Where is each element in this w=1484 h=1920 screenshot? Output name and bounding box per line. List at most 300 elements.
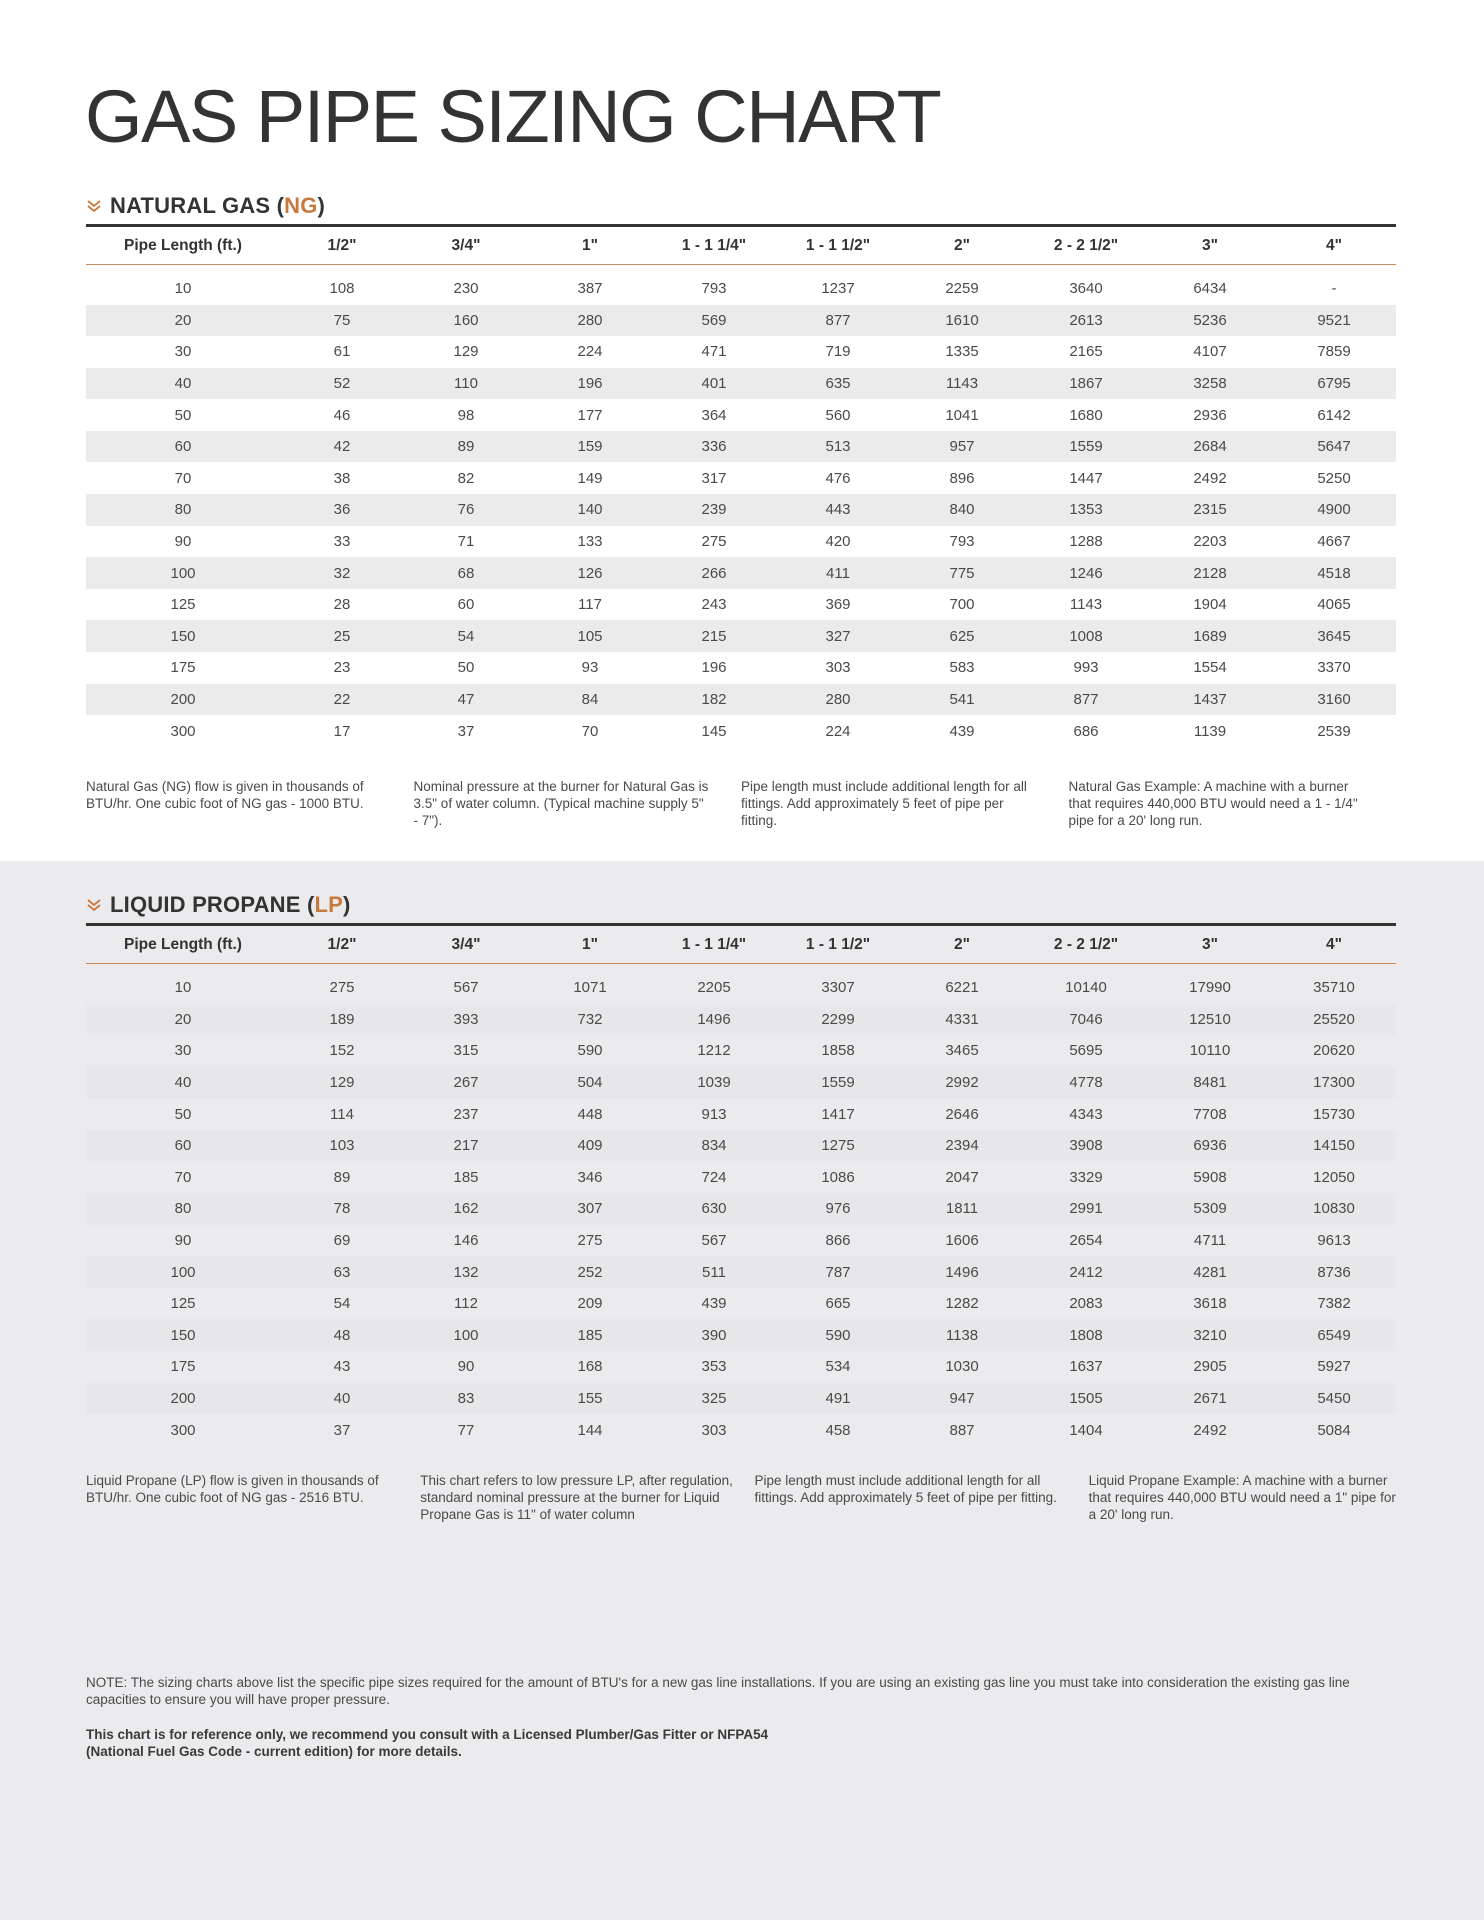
btu-capacity-cell: 1904 bbox=[1193, 596, 1227, 614]
btu-capacity-cell: 3329 bbox=[1069, 1168, 1103, 1186]
btu-capacity-cell: 266 bbox=[701, 564, 727, 582]
btu-capacity-cell: 25520 bbox=[1313, 1010, 1355, 1028]
btu-capacity-cell: 275 bbox=[329, 979, 355, 997]
pipe-length-cell: 90 bbox=[174, 1231, 192, 1249]
btu-capacity-cell: 976 bbox=[825, 1200, 851, 1218]
note-pressure: Nominal pressure at the burner for Natural Gas is 3.5" of water column. (Typical machine supply 5" - 7"). bbox=[413, 779, 709, 828]
table-row bbox=[86, 1161, 1396, 1193]
pipe-length-cell: 175 bbox=[170, 1358, 196, 1376]
btu-capacity-cell: 1282 bbox=[945, 1295, 979, 1313]
btu-capacity-cell: 217 bbox=[453, 1137, 479, 1155]
pipe-length-cell: 40 bbox=[174, 374, 192, 392]
btu-capacity-cell: 17 bbox=[333, 722, 351, 740]
column-header-size: 2" bbox=[954, 236, 970, 254]
btu-capacity-cell: 42 bbox=[333, 438, 351, 456]
btu-capacity-cell: 5450 bbox=[1317, 1389, 1351, 1407]
btu-capacity-cell: 993 bbox=[1073, 659, 1099, 677]
btu-capacity-cell: 33 bbox=[333, 532, 351, 550]
table-row bbox=[86, 526, 1396, 558]
column-header-size: 4" bbox=[1326, 236, 1342, 254]
btu-capacity-cell: 5236 bbox=[1193, 311, 1227, 329]
pipe-length-cell: 10 bbox=[174, 979, 192, 997]
btu-capacity-cell: 1139 bbox=[1193, 722, 1227, 740]
column-header-size: 2" bbox=[954, 935, 970, 953]
btu-capacity-cell: 1559 bbox=[821, 1073, 855, 1091]
btu-capacity-cell: 83 bbox=[457, 1389, 475, 1407]
btu-capacity-cell: 54 bbox=[333, 1295, 351, 1313]
btu-capacity-cell: 8481 bbox=[1193, 1073, 1227, 1091]
btu-capacity-cell: 17300 bbox=[1313, 1073, 1355, 1091]
btu-capacity-cell: 390 bbox=[701, 1326, 727, 1344]
btu-capacity-cell: 364 bbox=[701, 406, 727, 424]
btu-capacity-cell: 146 bbox=[453, 1231, 479, 1249]
btu-capacity-cell: 3258 bbox=[1193, 374, 1227, 392]
btu-capacity-cell: 60 bbox=[457, 596, 475, 614]
btu-capacity-cell: 114 bbox=[330, 1105, 354, 1123]
btu-capacity-cell: 569 bbox=[701, 311, 727, 329]
pipe-length-cell: 70 bbox=[174, 469, 192, 487]
btu-capacity-cell: 133 bbox=[577, 532, 603, 550]
btu-capacity-cell: 23 bbox=[333, 659, 351, 677]
btu-capacity-cell: 336 bbox=[701, 438, 727, 456]
btu-capacity-cell: 37 bbox=[457, 722, 475, 740]
btu-capacity-cell: 182 bbox=[701, 690, 727, 708]
btu-capacity-cell: 6549 bbox=[1317, 1326, 1351, 1344]
btu-capacity-cell: 37 bbox=[333, 1421, 351, 1439]
btu-capacity-cell: 1212 bbox=[697, 1042, 731, 1060]
btu-capacity-cell: 665 bbox=[825, 1295, 851, 1313]
btu-capacity-cell: 458 bbox=[825, 1421, 851, 1439]
btu-capacity-cell: 1606 bbox=[945, 1231, 979, 1249]
btu-capacity-cell: 2047 bbox=[945, 1168, 979, 1186]
btu-capacity-cell: 75 bbox=[333, 311, 351, 329]
btu-capacity-cell: 4065 bbox=[1317, 596, 1351, 614]
column-header-size: 3/4" bbox=[451, 935, 481, 953]
heading-abbr: NG bbox=[284, 193, 318, 218]
table-row bbox=[86, 1351, 1396, 1383]
btu-capacity-cell: 35710 bbox=[1313, 979, 1355, 997]
btu-capacity-cell: 5084 bbox=[1317, 1421, 1351, 1439]
btu-capacity-cell: 152 bbox=[329, 1042, 355, 1060]
btu-capacity-cell: 239 bbox=[701, 501, 727, 519]
btu-capacity-cell: 129 bbox=[453, 343, 479, 361]
table-row bbox=[86, 336, 1396, 368]
btu-capacity-cell: 1554 bbox=[1193, 659, 1227, 677]
pipe-length-cell: 30 bbox=[174, 1042, 192, 1060]
btu-capacity-cell: 476 bbox=[825, 469, 851, 487]
footer-disclaimer bbox=[86, 1726, 1396, 1760]
btu-capacity-cell: 98 bbox=[457, 406, 475, 424]
btu-capacity-cell: 54 bbox=[457, 627, 475, 645]
btu-capacity-cell: 168 bbox=[577, 1358, 603, 1376]
btu-capacity-cell: 280 bbox=[825, 690, 851, 708]
pipe-length-cell: 20 bbox=[174, 1010, 192, 1028]
btu-capacity-cell: 887 bbox=[949, 1421, 975, 1439]
footer-note: NOTE: The sizing charts above list the specific pipe sizes required for the amount of BTU's for a new gas line installations. If you are using an existing gas line you must take into consideration the existing gas line capacities to ensure you will have proper pressure. bbox=[86, 1675, 1350, 1707]
table-row bbox=[86, 557, 1396, 589]
btu-capacity-cell: 567 bbox=[453, 979, 479, 997]
btu-capacity-cell: 108 bbox=[329, 280, 355, 298]
btu-capacity-cell: 2315 bbox=[1193, 501, 1227, 519]
btu-capacity-cell: 4900 bbox=[1317, 501, 1351, 519]
table-row bbox=[86, 1225, 1396, 1257]
btu-capacity-cell: 28 bbox=[333, 596, 351, 614]
note-flow: Liquid Propane (LP) flow is given in thousands of BTU/hr. One cubic foot of NG gas - 2516 BTU. bbox=[86, 1473, 379, 1505]
btu-capacity-cell: 4343 bbox=[1069, 1105, 1103, 1123]
btu-capacity-cell: 1086 bbox=[821, 1168, 855, 1186]
btu-capacity-cell: 196 bbox=[577, 374, 603, 392]
btu-capacity-cell: 2654 bbox=[1069, 1231, 1103, 1249]
btu-capacity-cell: 8736 bbox=[1317, 1263, 1351, 1281]
btu-capacity-cell: 700 bbox=[949, 596, 975, 614]
natural-gas-heading bbox=[86, 193, 325, 219]
btu-capacity-cell: 2646 bbox=[945, 1105, 979, 1123]
btu-capacity-cell: 866 bbox=[825, 1231, 851, 1249]
btu-capacity-cell: 185 bbox=[453, 1168, 479, 1186]
btu-capacity-cell: 369 bbox=[825, 596, 851, 614]
btu-capacity-cell: 4667 bbox=[1317, 532, 1351, 550]
btu-capacity-cell: 68 bbox=[457, 564, 475, 582]
heading-prefix: LIQUID PROPANE ( bbox=[110, 892, 315, 917]
pipe-length-cell: 90 bbox=[174, 532, 192, 550]
btu-capacity-cell: 20620 bbox=[1313, 1042, 1355, 1060]
btu-capacity-cell: 15730 bbox=[1313, 1105, 1355, 1123]
btu-capacity-cell: - bbox=[1331, 280, 1337, 298]
btu-capacity-cell: 420 bbox=[825, 532, 851, 550]
pipe-length-cell: 150 bbox=[170, 627, 196, 645]
btu-capacity-cell: 12050 bbox=[1313, 1168, 1355, 1186]
btu-capacity-cell: 387 bbox=[577, 280, 603, 298]
pipe-length-cell: 30 bbox=[174, 343, 192, 361]
btu-capacity-cell: 583 bbox=[949, 659, 975, 677]
note-example: Natural Gas Example: A machine with a burner that requires 440,000 BTU would need a 1 - 1/4" pipe for a 20' long run. bbox=[1068, 779, 1358, 828]
btu-capacity-cell: 1505 bbox=[1069, 1389, 1103, 1407]
table-row bbox=[86, 1035, 1396, 1067]
btu-capacity-cell: 2492 bbox=[1193, 469, 1227, 487]
btu-capacity-cell: 541 bbox=[949, 690, 975, 708]
btu-capacity-cell: 12510 bbox=[1189, 1010, 1231, 1028]
btu-capacity-cell: 1071 bbox=[573, 979, 607, 997]
btu-capacity-cell: 327 bbox=[825, 627, 851, 645]
btu-capacity-cell: 4107 bbox=[1193, 343, 1227, 361]
btu-capacity-cell: 82 bbox=[457, 469, 475, 487]
btu-capacity-cell: 1275 bbox=[821, 1137, 855, 1155]
btu-capacity-cell: 393 bbox=[453, 1010, 479, 1028]
table-row bbox=[86, 265, 1396, 305]
btu-capacity-cell: 5647 bbox=[1317, 438, 1351, 456]
btu-capacity-cell: 877 bbox=[1073, 690, 1099, 708]
btu-capacity-cell: 2412 bbox=[1069, 1263, 1103, 1281]
btu-capacity-cell: 32 bbox=[333, 564, 351, 582]
btu-capacity-cell: 9521 bbox=[1317, 311, 1351, 329]
btu-capacity-cell: 630 bbox=[701, 1200, 727, 1218]
btu-capacity-cell: 69 bbox=[333, 1231, 351, 1249]
btu-capacity-cell: 303 bbox=[825, 659, 851, 677]
column-header-size: 1/2" bbox=[327, 236, 357, 254]
btu-capacity-cell: 78 bbox=[333, 1200, 351, 1218]
btu-capacity-cell: 1288 bbox=[1069, 532, 1103, 550]
btu-capacity-cell: 1353 bbox=[1069, 501, 1103, 519]
column-header-size: 1 - 1 1/2" bbox=[805, 935, 871, 953]
btu-capacity-cell: 896 bbox=[949, 469, 975, 487]
table-row bbox=[86, 964, 1396, 1004]
column-header-size: 4" bbox=[1326, 935, 1342, 953]
btu-capacity-cell: 2991 bbox=[1069, 1200, 1103, 1218]
btu-capacity-cell: 1680 bbox=[1069, 406, 1103, 424]
btu-capacity-cell: 9613 bbox=[1317, 1231, 1351, 1249]
btu-capacity-cell: 5908 bbox=[1193, 1168, 1227, 1186]
btu-capacity-cell: 2613 bbox=[1069, 311, 1103, 329]
btu-capacity-cell: 1246 bbox=[1069, 564, 1103, 582]
btu-capacity-cell: 2905 bbox=[1193, 1358, 1227, 1376]
btu-capacity-cell: 1030 bbox=[945, 1358, 979, 1376]
btu-capacity-cell: 84 bbox=[581, 690, 599, 708]
pipe-length-cell: 50 bbox=[174, 1105, 192, 1123]
btu-capacity-cell: 48 bbox=[333, 1326, 351, 1344]
btu-capacity-cell: 2259 bbox=[945, 280, 979, 298]
table-row bbox=[86, 494, 1396, 526]
btu-capacity-cell: 252 bbox=[577, 1263, 603, 1281]
btu-capacity-cell: 3908 bbox=[1069, 1137, 1103, 1155]
column-header-size: 3" bbox=[1202, 935, 1218, 953]
btu-capacity-cell: 100 bbox=[453, 1326, 479, 1344]
btu-capacity-cell: 160 bbox=[453, 311, 479, 329]
table-row bbox=[86, 1256, 1396, 1288]
btu-capacity-cell: 2671 bbox=[1193, 1389, 1227, 1407]
btu-capacity-cell: 7382 bbox=[1317, 1295, 1351, 1313]
btu-capacity-cell: 132 bbox=[453, 1263, 479, 1281]
btu-capacity-cell: 1496 bbox=[697, 1010, 731, 1028]
btu-capacity-cell: 224 bbox=[825, 722, 851, 740]
btu-capacity-cell: 4331 bbox=[945, 1010, 979, 1028]
btu-capacity-cell: 793 bbox=[701, 280, 727, 298]
table-row bbox=[86, 1130, 1396, 1162]
btu-capacity-cell: 110 bbox=[454, 374, 478, 392]
btu-capacity-cell: 61 bbox=[333, 343, 351, 361]
btu-capacity-cell: 112 bbox=[454, 1295, 478, 1313]
btu-capacity-cell: 635 bbox=[825, 374, 851, 392]
btu-capacity-cell: 129 bbox=[329, 1073, 355, 1091]
btu-capacity-cell: 1237 bbox=[821, 280, 855, 298]
btu-capacity-cell: 267 bbox=[453, 1073, 479, 1091]
btu-capacity-cell: 1811 bbox=[945, 1200, 979, 1218]
btu-capacity-cell: 2492 bbox=[1193, 1421, 1227, 1439]
btu-capacity-cell: 10830 bbox=[1313, 1200, 1355, 1218]
pipe-length-cell: 200 bbox=[170, 690, 196, 708]
btu-capacity-cell: 7708 bbox=[1193, 1105, 1227, 1123]
liquid-propane-heading bbox=[86, 892, 351, 918]
btu-capacity-cell: 5250 bbox=[1317, 469, 1351, 487]
btu-capacity-cell: 1335 bbox=[945, 343, 979, 361]
table-header-row bbox=[86, 226, 1396, 265]
btu-capacity-cell: 117 bbox=[578, 596, 602, 614]
column-header-size: 1 - 1 1/4" bbox=[681, 236, 747, 254]
btu-capacity-cell: 443 bbox=[825, 501, 851, 519]
btu-capacity-cell: 947 bbox=[949, 1389, 975, 1407]
pipe-length-cell: 200 bbox=[170, 1389, 196, 1407]
natural-gas-table bbox=[86, 224, 1396, 747]
disclaimer-line-2: (National Fuel Gas Code - current edition) for more details. bbox=[86, 1744, 462, 1759]
btu-capacity-cell: 189 bbox=[329, 1010, 355, 1028]
btu-capacity-cell: 511 bbox=[702, 1263, 726, 1281]
btu-capacity-cell: 2128 bbox=[1193, 564, 1227, 582]
btu-capacity-cell: 6142 bbox=[1317, 406, 1351, 424]
note-example: Liquid Propane Example: A machine with a burner that requires 440,000 BTU would need a 1" pipe for a 20' long run. bbox=[1088, 1473, 1396, 1522]
column-header-size: 2 - 2 1/2" bbox=[1053, 935, 1119, 953]
table-row bbox=[86, 399, 1396, 431]
heading-suffix: ) bbox=[317, 193, 326, 218]
disclaimer-line-1: This chart is for reference only, we recommend you consult with a Licensed Plumber/Gas Fitter or NFPA54 bbox=[86, 1727, 769, 1742]
btu-capacity-cell: 38 bbox=[333, 469, 351, 487]
btu-capacity-cell: 504 bbox=[577, 1073, 603, 1091]
btu-capacity-cell: 103 bbox=[329, 1137, 355, 1155]
btu-capacity-cell: 230 bbox=[453, 280, 479, 298]
table-row bbox=[86, 1319, 1396, 1351]
pipe-length-cell: 60 bbox=[174, 1137, 192, 1155]
btu-capacity-cell: 140 bbox=[577, 501, 603, 519]
table-row bbox=[86, 305, 1396, 337]
liquid-propane-notes bbox=[86, 1472, 1396, 1523]
btu-capacity-cell: 315 bbox=[453, 1042, 479, 1060]
btu-capacity-cell: 40 bbox=[333, 1389, 351, 1407]
btu-capacity-cell: 471 bbox=[701, 343, 727, 361]
heading-abbr: LP bbox=[314, 892, 343, 917]
table-row bbox=[86, 652, 1396, 684]
pipe-length-cell: 70 bbox=[174, 1168, 192, 1186]
btu-capacity-cell: 317 bbox=[701, 469, 727, 487]
btu-capacity-cell: 47 bbox=[457, 690, 475, 708]
btu-capacity-cell: 625 bbox=[949, 627, 975, 645]
table-row bbox=[86, 1288, 1396, 1320]
table-row bbox=[86, 684, 1396, 716]
btu-capacity-cell: 155 bbox=[577, 1389, 603, 1407]
btu-capacity-cell: 52 bbox=[333, 374, 351, 392]
table-header-row bbox=[86, 925, 1396, 964]
btu-capacity-cell: 7859 bbox=[1317, 343, 1351, 361]
btu-capacity-cell: 724 bbox=[701, 1168, 727, 1186]
btu-capacity-cell: 3465 bbox=[945, 1042, 979, 1060]
btu-capacity-cell: 719 bbox=[825, 343, 851, 361]
pipe-length-cell: 175 bbox=[170, 659, 196, 677]
btu-capacity-cell: 2165 bbox=[1069, 343, 1103, 361]
btu-capacity-cell: 22 bbox=[333, 690, 351, 708]
table-row bbox=[86, 1004, 1396, 1036]
pipe-length-cell: 50 bbox=[174, 406, 192, 424]
btu-capacity-cell: 1610 bbox=[945, 311, 979, 329]
btu-capacity-cell: 1808 bbox=[1069, 1326, 1103, 1344]
btu-capacity-cell: 1559 bbox=[1069, 438, 1103, 456]
btu-capacity-cell: 10140 bbox=[1065, 979, 1107, 997]
btu-capacity-cell: 877 bbox=[825, 311, 851, 329]
column-header-size: 1/2" bbox=[327, 935, 357, 953]
btu-capacity-cell: 448 bbox=[577, 1105, 603, 1123]
btu-capacity-cell: 840 bbox=[949, 501, 975, 519]
btu-capacity-cell: 89 bbox=[457, 438, 475, 456]
btu-capacity-cell: 325 bbox=[701, 1389, 727, 1407]
btu-capacity-cell: 590 bbox=[577, 1042, 603, 1060]
btu-capacity-cell: 411 bbox=[826, 564, 850, 582]
btu-capacity-cell: 1637 bbox=[1069, 1358, 1103, 1376]
table-row bbox=[86, 589, 1396, 621]
double-chevron-down-icon bbox=[86, 897, 102, 913]
btu-capacity-cell: 439 bbox=[701, 1295, 727, 1313]
table-row bbox=[86, 1193, 1396, 1225]
btu-capacity-cell: 144 bbox=[577, 1421, 603, 1439]
btu-capacity-cell: 1143 bbox=[945, 374, 979, 392]
table-row bbox=[86, 431, 1396, 463]
btu-capacity-cell: 567 bbox=[701, 1231, 727, 1249]
btu-capacity-cell: 3640 bbox=[1069, 280, 1103, 298]
heading-prefix: NATURAL GAS ( bbox=[110, 193, 285, 218]
btu-capacity-cell: 159 bbox=[577, 438, 603, 456]
table-row bbox=[86, 1067, 1396, 1099]
table-row bbox=[86, 715, 1396, 747]
btu-capacity-cell: 4778 bbox=[1069, 1073, 1103, 1091]
pipe-length-cell: 10 bbox=[174, 280, 192, 298]
pipe-length-cell: 80 bbox=[174, 1200, 192, 1218]
btu-capacity-cell: 1143 bbox=[1069, 596, 1103, 614]
btu-capacity-cell: 303 bbox=[701, 1421, 727, 1439]
pipe-length-cell: 125 bbox=[170, 596, 196, 614]
btu-capacity-cell: 14150 bbox=[1313, 1137, 1355, 1155]
btu-capacity-cell: 215 bbox=[701, 627, 727, 645]
btu-capacity-cell: 686 bbox=[1073, 722, 1099, 740]
btu-capacity-cell: 2299 bbox=[821, 1010, 855, 1028]
btu-capacity-cell: 1496 bbox=[945, 1263, 979, 1281]
btu-capacity-cell: 793 bbox=[949, 532, 975, 550]
btu-capacity-cell: 1858 bbox=[821, 1042, 855, 1060]
table-row bbox=[86, 1098, 1396, 1130]
pipe-length-cell: 60 bbox=[174, 438, 192, 456]
btu-capacity-cell: 1041 bbox=[945, 406, 979, 424]
liquid-propane-table bbox=[86, 923, 1396, 1446]
btu-capacity-cell: 3618 bbox=[1193, 1295, 1227, 1313]
btu-capacity-cell: 834 bbox=[701, 1137, 727, 1155]
btu-capacity-cell: 196 bbox=[701, 659, 727, 677]
btu-capacity-cell: 50 bbox=[457, 659, 475, 677]
table-row bbox=[86, 368, 1396, 400]
btu-capacity-cell: 4281 bbox=[1193, 1263, 1227, 1281]
btu-capacity-cell: 89 bbox=[333, 1168, 351, 1186]
btu-capacity-cell: 3645 bbox=[1317, 627, 1351, 645]
btu-capacity-cell: 2394 bbox=[945, 1137, 979, 1155]
table-row bbox=[86, 1414, 1396, 1446]
btu-capacity-cell: 534 bbox=[825, 1358, 851, 1376]
note-flow: Natural Gas (NG) flow is given in thousands of BTU/hr. One cubic foot of NG gas - 1000 BTU. bbox=[86, 779, 364, 811]
btu-capacity-cell: 5695 bbox=[1069, 1042, 1103, 1060]
btu-capacity-cell: 46 bbox=[333, 406, 351, 424]
btu-capacity-cell: 491 bbox=[825, 1389, 851, 1407]
btu-capacity-cell: 590 bbox=[825, 1326, 851, 1344]
btu-capacity-cell: 5309 bbox=[1193, 1200, 1227, 1218]
btu-capacity-cell: 2539 bbox=[1317, 722, 1351, 740]
btu-capacity-cell: 913 bbox=[701, 1105, 727, 1123]
btu-capacity-cell: 3307 bbox=[821, 979, 855, 997]
pipe-length-cell: 100 bbox=[170, 1263, 196, 1281]
btu-capacity-cell: 36 bbox=[333, 501, 351, 519]
btu-capacity-cell: 71 bbox=[457, 532, 475, 550]
btu-capacity-cell: 2203 bbox=[1193, 532, 1227, 550]
btu-capacity-cell: 2684 bbox=[1193, 438, 1227, 456]
btu-capacity-cell: 237 bbox=[453, 1105, 479, 1123]
btu-capacity-cell: 1404 bbox=[1069, 1421, 1103, 1439]
pipe-length-cell: 300 bbox=[170, 722, 196, 740]
btu-capacity-cell: 126 bbox=[577, 564, 603, 582]
column-header-size: 1" bbox=[582, 236, 598, 254]
btu-capacity-cell: 401 bbox=[701, 374, 727, 392]
btu-capacity-cell: 1417 bbox=[821, 1105, 855, 1123]
btu-capacity-cell: 346 bbox=[577, 1168, 603, 1186]
